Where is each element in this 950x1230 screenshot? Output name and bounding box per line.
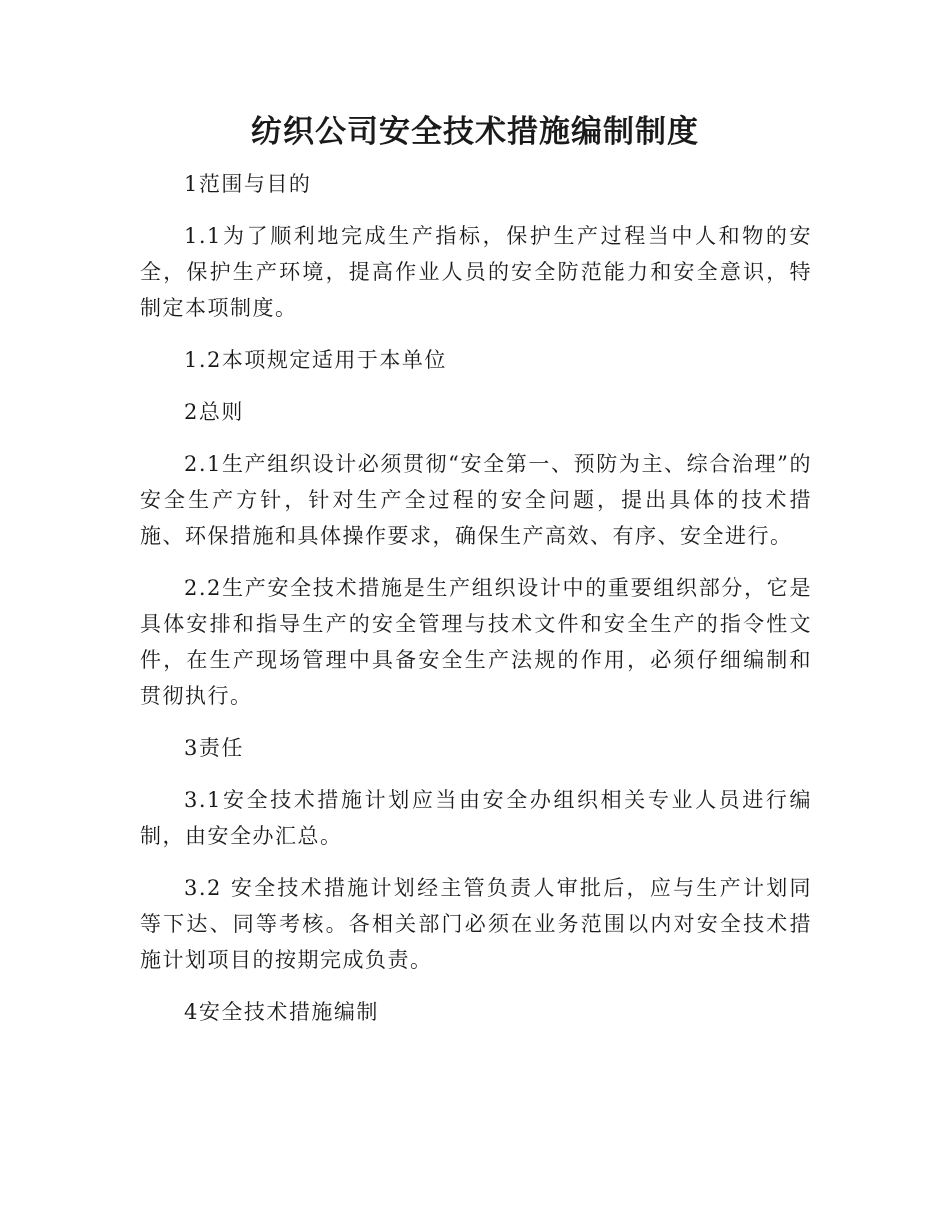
paragraph-2-1: 2.1生产组织设计必须贯彻“安全第一、预防为主、综合治理”的安全生产方针，针对生产全过程的安全问题，提出具体的技术措施、环保措施和具体操作要求，确保生产高效、有序、安全进行。 [140,452,812,548]
paragraph-1-1: 1.1为了顺利地完成生产指标，保护生产过程当中人和物的安全，保护生产环境，提高作业人员的安全防范能力和安全意识，特制定本项制度。 [140,224,812,320]
document-body [140,166,812,1046]
section-heading-2: 2总则 [184,400,244,424]
section-heading-3: 3责任 [184,736,244,760]
paragraph-2-2: 2.2生产安全技术措施是生产组织设计中的重要组织部分，它是具体安排和指导生产的安全管理与技术文件和安全生产的指令性文件，在生产现场管理中具备安全生产法规的作用，必须仔细编制和贯彻执行。 [140,576,812,708]
section-heading-4: 4安全技术措施编制 [184,1000,379,1024]
document-title: 纺织公司安全技术措施编制制度 [251,114,699,150]
paragraph-1-2: 1.2本项规定适用于本单位 [184,348,447,372]
paragraph-3-2: 3.2 安全技术措施计划经主管负责人审批后，应与生产计划同等下达、同等考核。各相关部门必须在业务范围以内对安全技术措施计划项目的按期完成负责。 [140,876,812,972]
section-heading-1: 1范围与目的 [184,172,312,196]
paragraph-3-1: 3.1安全技术措施计划应当由安全办组织相关专业人员进行编制，由安全办汇总。 [140,788,812,848]
